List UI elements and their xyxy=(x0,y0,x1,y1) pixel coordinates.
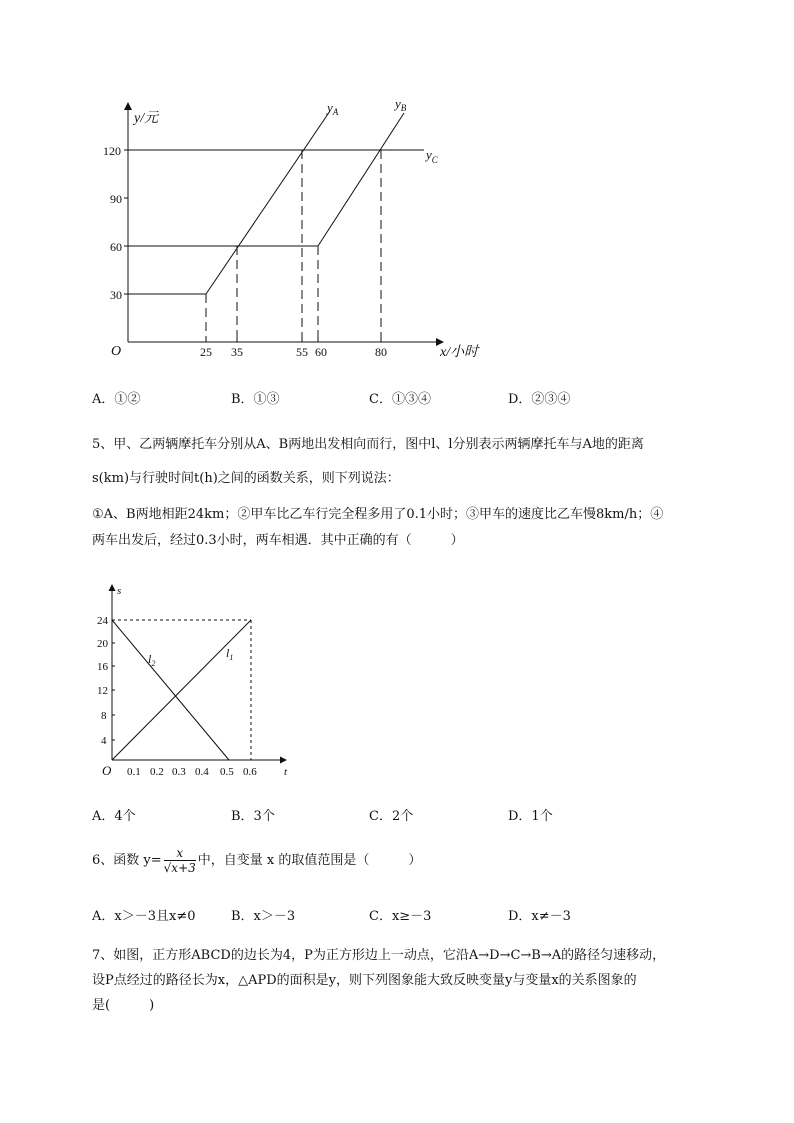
t-tick-03: 0.3 xyxy=(172,766,186,778)
q5-line-1: 5、甲、乙两辆摩托车分别从A、B两地出发相向而行，图中l、l分别表示两辆摩托车与A地的距离 xyxy=(92,437,644,452)
q6-prefix: 6、函数 y= xyxy=(92,853,162,868)
origin-label: O xyxy=(111,344,122,359)
question-5 xyxy=(92,432,742,554)
q6-fraction xyxy=(164,846,196,875)
s-tick-20: 20 xyxy=(97,638,108,650)
ya-label: $y_A$ xyxy=(327,100,339,117)
t-axis-label: t xyxy=(284,766,288,778)
t-tick-04: 0.4 xyxy=(195,766,209,778)
q5-line-3: ①A、B两地相距24km；②甲车比乙车行完全程多用了0.1小时；③甲车的速度比乙车慢8km/h；④ xyxy=(92,507,664,522)
cost-graph xyxy=(100,92,500,372)
x-tick-35: 35 xyxy=(231,345,243,359)
q6-option-b[interactable]: B．x＞－3 xyxy=(231,909,296,924)
q6-suffix: 中，自变量 x 的取值范围是（ ） xyxy=(197,853,422,868)
q5-option-c[interactable]: C．2个 xyxy=(369,809,414,824)
question-7 xyxy=(92,943,742,1018)
t-tick-02: 0.2 xyxy=(150,766,164,778)
distance-graph xyxy=(96,580,306,780)
y-tick-120: 120 xyxy=(103,144,121,158)
t-tick-05: 0.5 xyxy=(220,766,234,778)
yc-label: $y_C$ xyxy=(426,147,438,165)
t-tick-06: 0.6 xyxy=(243,766,257,778)
origin2-label: O xyxy=(102,763,112,778)
q4-option-c[interactable]: C．①③④ xyxy=(369,392,431,407)
q4-option-a[interactable]: A．①② xyxy=(92,392,141,407)
s-tick-12: 12 xyxy=(97,685,108,697)
y-tick-60: 60 xyxy=(110,240,122,254)
q4-option-b[interactable]: B．①③ xyxy=(231,392,280,407)
x-tick-25: 25 xyxy=(200,345,212,359)
line-l1 xyxy=(112,620,251,760)
q6-numerator: x xyxy=(164,846,196,861)
line-ya xyxy=(128,111,330,294)
x-axis-label: x/小时 xyxy=(440,345,479,360)
y-tick-30: 30 xyxy=(110,288,122,302)
q7-line-2: 设P点经过的路径长为x，△APD的面积是y，则下列图象能大致反映变量y与变量x的关系图象的 xyxy=(92,973,637,988)
line-yb xyxy=(128,113,404,246)
x-tick-55: 55 xyxy=(296,345,308,359)
q7-line-3: 是( ) xyxy=(92,998,155,1013)
l2-label: $l_2$ xyxy=(148,652,156,668)
question-6 xyxy=(92,846,742,875)
x-tick-60: 60 xyxy=(315,345,327,359)
q5-line-2: s(km)与行驶时间t(h)之间的函数关系，则下列说法： xyxy=(92,471,400,486)
q5-option-a[interactable]: A．4个 xyxy=(92,809,136,824)
x-tick-80: 80 xyxy=(375,345,387,359)
q5-option-b[interactable]: B．3个 xyxy=(231,809,275,824)
yb-label: $y_B$ xyxy=(395,96,407,113)
q6-denominator: x+3 xyxy=(171,861,196,875)
y-tick-90: 90 xyxy=(110,192,122,206)
s-tick-24: 24 xyxy=(97,615,108,627)
q6-option-d[interactable]: D．x≠－3 xyxy=(508,909,571,924)
s-tick-8: 8 xyxy=(101,710,107,722)
q6-option-a[interactable]: A．x＞－3且x≠0 xyxy=(92,909,196,924)
s-tick-16: 16 xyxy=(97,661,108,673)
q6-option-c[interactable]: C．x≥－3 xyxy=(369,909,432,924)
sqrt-icon: √ xyxy=(163,861,172,875)
s-tick-4: 4 xyxy=(101,735,107,747)
q5-option-d[interactable]: D．1个 xyxy=(508,809,553,824)
line-l2 xyxy=(112,620,229,760)
l1-label: $l_1$ xyxy=(226,646,234,662)
s-axis-label: s xyxy=(117,585,122,597)
q4-option-d[interactable]: D．②③④ xyxy=(508,392,571,407)
y-axis-label: y/元 xyxy=(134,111,159,126)
q7-line-1: 7、如图，正方形ABCD的边长为4，P为正方形边上一动点，它沿A→D→C→B→A的路径匀速移动， xyxy=(92,948,666,963)
t-tick-01: 0.1 xyxy=(127,766,141,778)
q5-line-4: 两车出发后，经过0.3小时，两车相遇．其中正确的有（ ） xyxy=(92,533,464,548)
